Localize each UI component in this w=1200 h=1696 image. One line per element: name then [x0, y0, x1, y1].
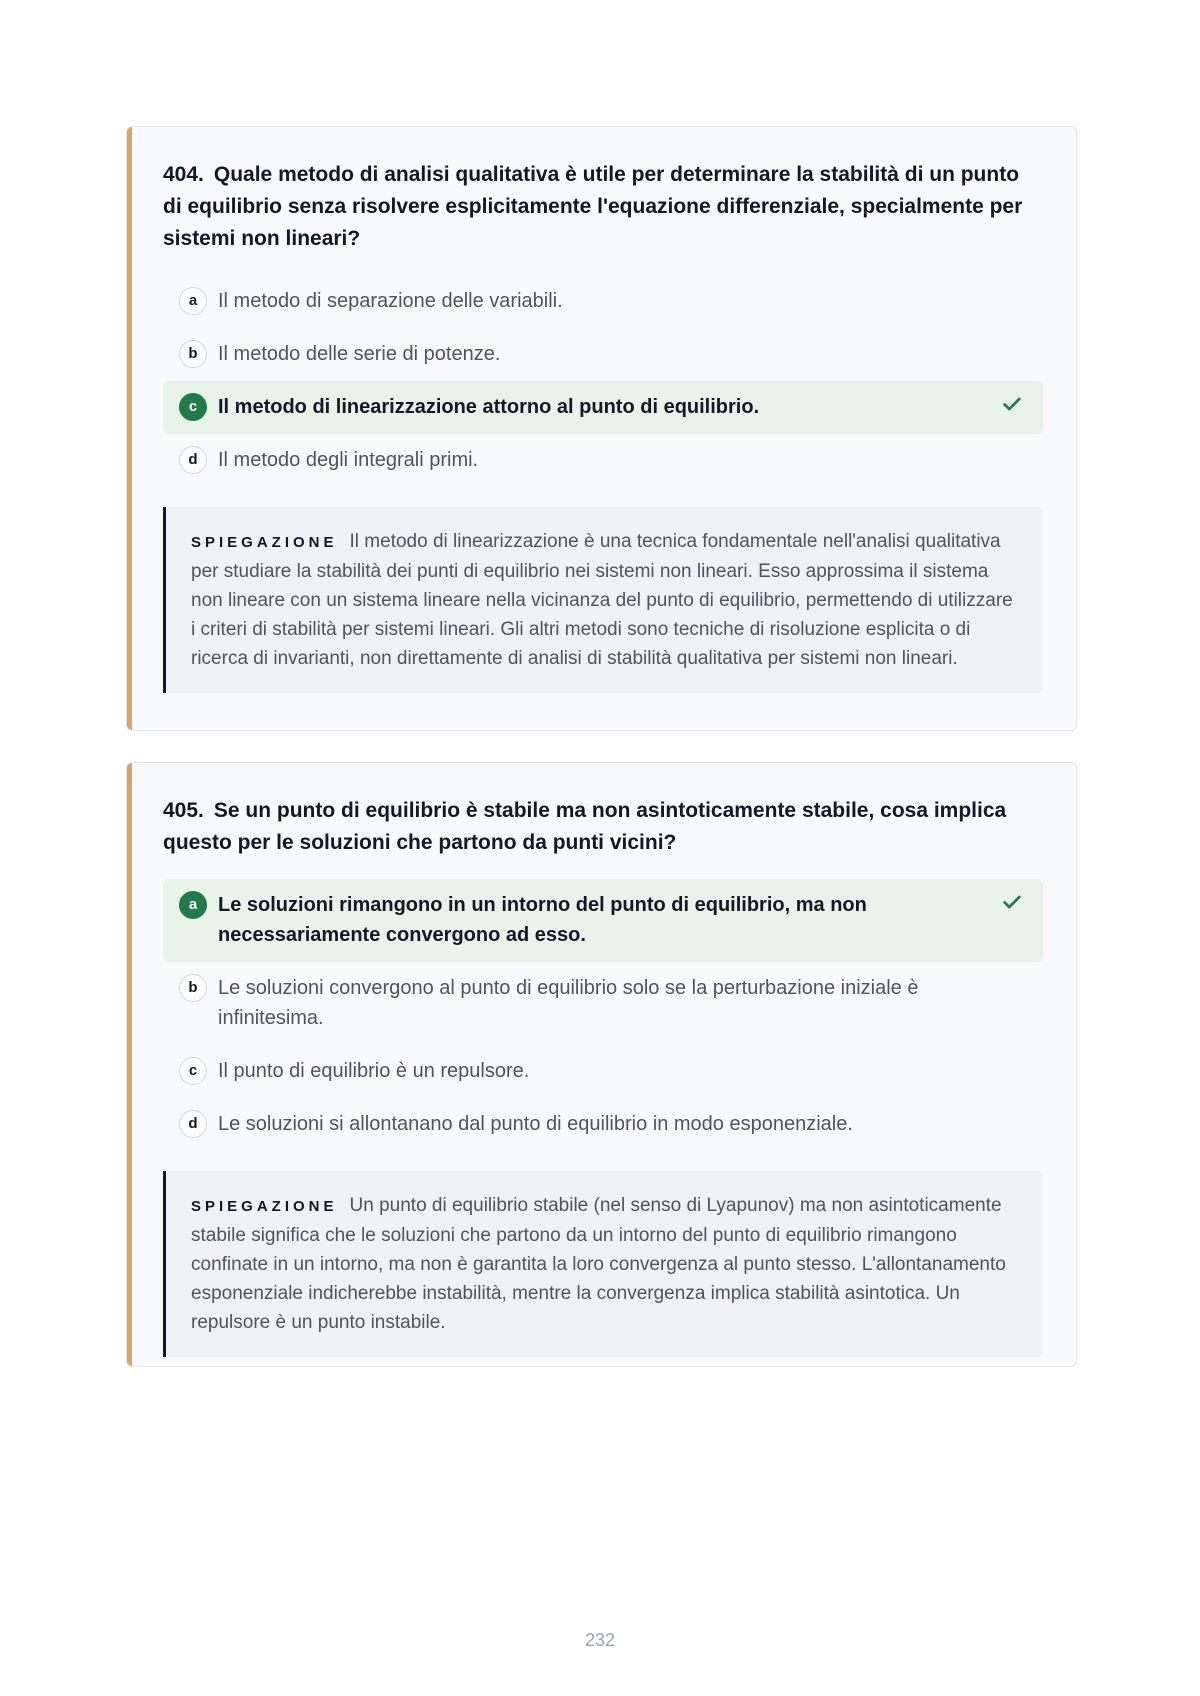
checkmark-icon [1001, 891, 1023, 913]
explanation-text: Un punto di equilibrio stabile (nel senso di Lyapunov) ma non asintoticamente stabile significa che le soluzioni che partono da un intorno del punto di equilibrio rimangono confinate in un intorno, ma non è garantita la loro convergenza al punto stesso. L'allontanamento esponenziale indicherebbe instabilità, mentre la convergenza implica stabilità asintotica. Un repulsore è un punto instabile. [191, 1195, 1006, 1333]
option-b[interactable] [163, 962, 1043, 1045]
option-letter-badge: b [179, 340, 207, 368]
option-a-correct[interactable] [163, 879, 1043, 962]
question-body: Se un punto di equilibrio è stabile ma non asintoticamente stabile, cosa implica questo per le soluzioni che partono da punti vicini? [163, 799, 1007, 854]
option-text: Le soluzioni si allontanano dal punto di equilibrio in modo esponenziale. [218, 1113, 853, 1135]
option-letter-badge: a [179, 287, 207, 315]
explanation-label: SPIEGAZIONE [191, 534, 338, 551]
question-number: 405. [163, 799, 204, 822]
question-number: 404. [163, 163, 204, 186]
option-d[interactable] [163, 1098, 1043, 1151]
question-card-405 [126, 762, 1077, 1367]
option-c-correct[interactable] [163, 381, 1043, 434]
option-text: Il metodo delle serie di potenze. [218, 343, 501, 365]
option-text: Le soluzioni rimangono in un intorno del punto di equilibrio, ma non necessariamente convergono ad esso. [218, 894, 867, 946]
question-text [163, 795, 1043, 859]
option-d[interactable] [163, 434, 1043, 487]
checkmark-icon [1001, 393, 1023, 415]
option-letter-badge: a [179, 891, 207, 919]
option-letter-badge: b [179, 974, 207, 1002]
question-card-404 [126, 126, 1077, 731]
option-text: Il metodo di linearizzazione attorno al punto di equilibrio. [218, 396, 760, 418]
question-body: Quale metodo di analisi qualitativa è utile per determinare la stabilità di un punto di equilibrio senza risolvere esplicitamente l'equazione differenziale, specialmente per sistemi non lineari? [163, 163, 1023, 250]
explanation-label: SPIEGAZIONE [191, 1198, 338, 1215]
option-text: Il punto di equilibrio è un repulsore. [218, 1060, 530, 1082]
option-letter-badge: c [179, 1057, 207, 1085]
option-a[interactable] [163, 275, 1043, 328]
option-text: Il metodo di separazione delle variabili. [218, 290, 563, 312]
option-letter-badge: d [179, 1110, 207, 1138]
explanation-box [163, 1171, 1043, 1357]
option-b[interactable] [163, 328, 1043, 381]
option-letter-badge: d [179, 446, 207, 474]
option-text: Il metodo degli integrali primi. [218, 449, 479, 471]
option-c[interactable] [163, 1045, 1043, 1098]
option-text: Le soluzioni convergono al punto di equilibrio solo se la perturbazione iniziale è infinitesima. [218, 977, 919, 1029]
explanation-text: Il metodo di linearizzazione è una tecnica fondamentale nell'analisi qualitativa per studiare la stabilità dei punti di equilibrio nei sistemi non lineari. Esso approssima il sistema non lineare con un sistema lineare nella vicinanza del punto di equilibrio, permettendo di utilizzare i criteri di stabilità per sistemi lineari. Gli altri metodi sono tecniche di risoluzione esplicita o di ricerca di invarianti, non direttamente di analisi di stabilità qualitativa per sistemi non lineari. [191, 531, 1013, 669]
question-text [163, 159, 1043, 255]
option-letter-badge: c [179, 393, 207, 421]
explanation-box [163, 507, 1043, 693]
page-number: 232 [584, 1630, 616, 1650]
